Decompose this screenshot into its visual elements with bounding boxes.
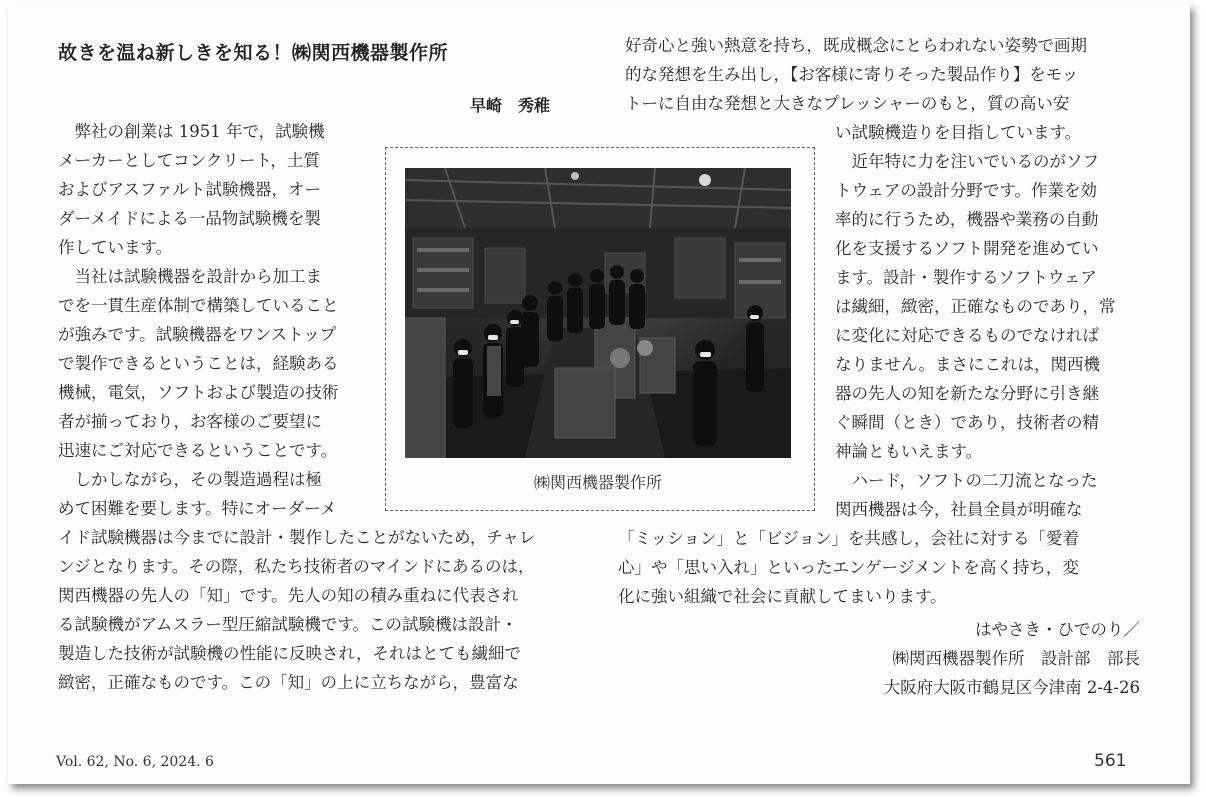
text-line: メーカーとしてコンクリート，土質 [58,151,320,170]
text-line: る試験機がアムスラー型圧縮試験機です。この試験機は設計・ [58,615,518,634]
text-line: トウェアの設計分野です。作業を効 [835,181,1098,200]
text-line: ダーメイドによる一品物試験機を製 [58,209,321,228]
author-affiliation: ㈱関西機器製作所 設計部 部長 [892,649,1140,668]
text-line: 機械，電気，ソフトおよび製造の技術 [58,383,339,402]
text-line: 迅速にご対応できるということです。 [58,441,338,460]
text-line: めて困難を要します。特にオーダーメ [58,499,337,518]
text-line: 製造した技術が試験機の性能に反映され，それはとても繊細で [58,644,521,663]
page-number: 561 [1094,751,1127,771]
text-line: 化を支援するソフト開発を進めてい [835,239,1099,258]
text-line: トーに自由な発想と大きなプレッシャーのもと，質の高い安 [625,94,1070,113]
text-line: ぐ瞬間（とき）であり，技術者の精 [835,413,1099,432]
text-line: でを一貫生産体制で構築していること [58,296,339,315]
text-line: 者が揃っており，お客様のご要望に [58,412,322,431]
text-line: に変化に対応できるものでなければ [835,326,1099,345]
text-line: 率的に行うため，機器や業務の自動 [835,210,1099,229]
text-line: 好奇心と強い熱意を持ち，既成概念にとらわれない姿勢で画期 [625,36,1087,55]
text-line: 関西機器は今，社員全員が明確な [835,500,1083,519]
text-line: ンジとなります。その際，私たち技術者のマインドにあるのは， [58,557,535,576]
text-line: 「ミッション」と「ビジョン」を共感し，会社に対する「愛着 [618,529,1080,548]
text-line: 緻密，正確なものです。この「知」の上に立ちながら，豊富な [58,673,519,692]
text-line: 当社は試験機器を設計から加工ま [58,267,322,286]
journal-volume: Vol. 62, No. 6, 2024. 6 [56,754,214,770]
text-line: 的な発想を生み出し，【お客様に寄りそった製品作り】をモッ [625,65,1079,84]
text-line: い試験機造りを目指しています。 [835,123,1082,142]
text-line: およびアスファルト試験機器，オー [58,180,322,199]
text-line: 関西機器の先人の「知」です。先人の知の積み重ねに代表され [58,586,519,605]
text-line: 化に強い組織で社会に貢献してまいります。 [618,587,947,606]
text-line: ます。設計・製作するソフトウェア [835,268,1097,287]
author-name: 早崎 秀稚 [470,96,551,115]
factory-photo-illustration [405,168,791,458]
text-line: で製作できるということは，経験ある [58,354,339,373]
text-line: 作しています。 [58,238,173,257]
text-line: は繊細，緻密，正確なものであり，常 [835,297,1116,316]
text-line: なりません。まさにこれは，関西機 [835,355,1100,374]
text-line: 神論ともいえます。 [835,442,983,461]
text-line: 心」や「思い入れ」といったエンゲージメントを高く持ち，変 [618,558,1079,577]
text-line: しかしながら，その製造過程は極 [58,470,322,489]
text-line: が強みです。試験機器をワンストップ [58,325,337,344]
article-title: 故きを温ね新しきを知る！㈱関西機器製作所 [58,42,449,64]
text-line: ハード，ソフトの二刀流となった [835,471,1098,490]
author-signature-name: はやさき・ひでのり／ [975,620,1140,639]
text-line: イド試験機器は今までに設計・製作したことがないため，チャレ [58,528,536,547]
text-line: 弊社の創業は 1951 年で，試験機 [58,122,325,141]
text-line: 器の先人の知を新たな分野に引き継 [835,384,1099,403]
text-line: 近年特に力を注いでいるのがソフ [835,152,1099,171]
author-address: 大阪府大阪市鶴見区今津南 2-4-26 [883,678,1140,697]
factory-group-photo [405,168,791,458]
photo-caption: ㈱関西機器製作所 [533,473,662,492]
